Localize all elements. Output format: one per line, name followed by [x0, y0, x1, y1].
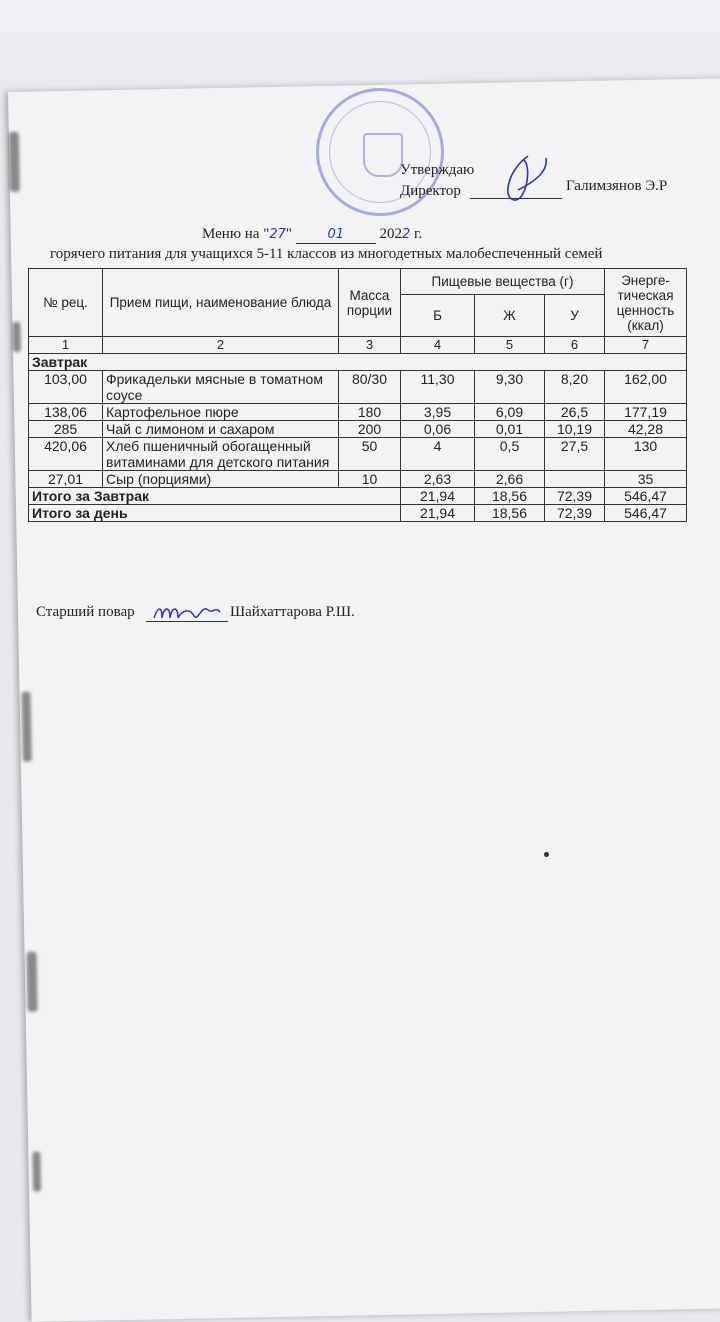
cell-energy: 177,19: [605, 404, 687, 421]
col-nutrients-header: Пищевые вещества (г): [401, 269, 605, 295]
director-label: Директор: [400, 183, 461, 199]
day-u: 72,39: [545, 505, 605, 522]
cook-name: Шайхаттарова Р.Ш.: [230, 604, 355, 620]
column-number-row: [29, 337, 687, 354]
cell-b: 2,63: [401, 471, 475, 488]
table-row: [29, 404, 687, 421]
cell-zh: 0,5: [475, 438, 545, 471]
cell-mass: 80/30: [339, 371, 401, 404]
menu-year-digit: 2: [402, 227, 411, 242]
table-row: [29, 471, 687, 488]
menu-year-suffix: г.: [414, 226, 423, 242]
day-b: 21,94: [401, 505, 475, 522]
col-number: 1: [29, 337, 103, 354]
cell-rec: 27,01: [29, 471, 103, 488]
section-row: [29, 354, 687, 371]
stamp-emblem-icon: [363, 133, 403, 177]
cell-zh: 2,66: [475, 471, 545, 488]
col-mass-header: Масса порции: [339, 269, 401, 337]
cell-zh: 6,09: [475, 404, 545, 421]
cell-b: 4: [401, 438, 475, 471]
cook-signature: [150, 600, 230, 626]
col-u-header: У: [545, 295, 605, 337]
menu-date-line: [202, 226, 422, 244]
cell-energy: 42,28: [605, 421, 687, 438]
cell-u: 27,5: [545, 438, 605, 471]
col-b-header: Б: [401, 295, 475, 337]
cell-dish: Чай с лимоном и сахаром: [103, 421, 339, 438]
cell-mass: 200: [339, 421, 401, 438]
cell-dish: Сыр (порциями): [103, 471, 339, 488]
total-breakfast-row: [29, 488, 687, 505]
col-number: 7: [605, 337, 687, 354]
col-energy-header: Энерге-тическая ценность (ккал): [605, 269, 687, 337]
total-b: 21,94: [401, 488, 475, 505]
menu-month: 01: [327, 227, 345, 242]
cell-u: 26,5: [545, 404, 605, 421]
approve-label: Утверждаю: [400, 162, 475, 178]
day-zh: 18,56: [475, 505, 545, 522]
menu-quote: ": [285, 226, 293, 242]
paper-speck: [544, 852, 549, 857]
cell-b: 11,30: [401, 371, 475, 404]
col-rec-header: № рец.: [29, 269, 103, 337]
col-number: 6: [545, 337, 605, 354]
table-row: [29, 421, 687, 438]
cell-energy: 162,00: [605, 371, 687, 404]
total-zh: 18,56: [475, 488, 545, 505]
cell-rec: 103,00: [29, 371, 103, 404]
cell-dish: Хлеб пшеничный обогащенный витаминами для детского питания: [103, 438, 339, 471]
total-energy: 546,47: [605, 488, 687, 505]
table-row: [29, 438, 687, 471]
cell-dish: Картофельное пюре: [103, 404, 339, 421]
day-energy: 546,47: [605, 505, 687, 522]
cell-u: [545, 471, 605, 488]
cell-rec: 138,06: [29, 404, 103, 421]
cell-zh: 9,30: [475, 371, 545, 404]
cook-label: Старший повар: [36, 604, 135, 620]
cell-u: 8,20: [545, 371, 605, 404]
table-row: [29, 371, 687, 404]
cell-u: 10,19: [545, 421, 605, 438]
col-number: 5: [475, 337, 545, 354]
col-number: 4: [401, 337, 475, 354]
menu-prefix: Меню на ": [202, 226, 270, 242]
cell-mass: 10: [339, 471, 401, 488]
menu-day: 27: [269, 227, 286, 242]
total-u: 72,39: [545, 488, 605, 505]
col-number: 3: [339, 337, 401, 354]
total-day-row: [29, 505, 687, 522]
total-breakfast-label: Итого за Завтрак: [29, 488, 401, 505]
cell-b: 0,06: [401, 421, 475, 438]
cell-dish: Фрикадельки мясные в томатном соусе: [103, 371, 339, 404]
cell-mass: 180: [339, 404, 401, 421]
cell-rec: 285: [29, 421, 103, 438]
section-title: Завтрак: [29, 354, 687, 371]
cell-energy: 35: [605, 471, 687, 488]
menu-table: [28, 268, 687, 522]
cell-mass: 50: [339, 438, 401, 471]
menu-subtitle: горячего питания для учащихся 5-11 классов из многодетных малобеспеченный семей: [50, 246, 603, 262]
total-day-label: Итого за день: [29, 505, 401, 522]
cell-b: 3,95: [401, 404, 475, 421]
col-number: 2: [103, 337, 339, 354]
director-name: Галимзянов Э.Р: [566, 178, 668, 194]
cell-zh: 0,01: [475, 421, 545, 438]
col-dish-header: Прием пищи, наименование блюда: [103, 269, 339, 337]
director-signature: [488, 150, 568, 210]
cell-energy: 130: [605, 438, 687, 471]
cell-rec: 420,06: [29, 438, 103, 471]
menu-year-prefix: 202: [379, 226, 403, 242]
col-zh-header: Ж: [475, 295, 545, 337]
